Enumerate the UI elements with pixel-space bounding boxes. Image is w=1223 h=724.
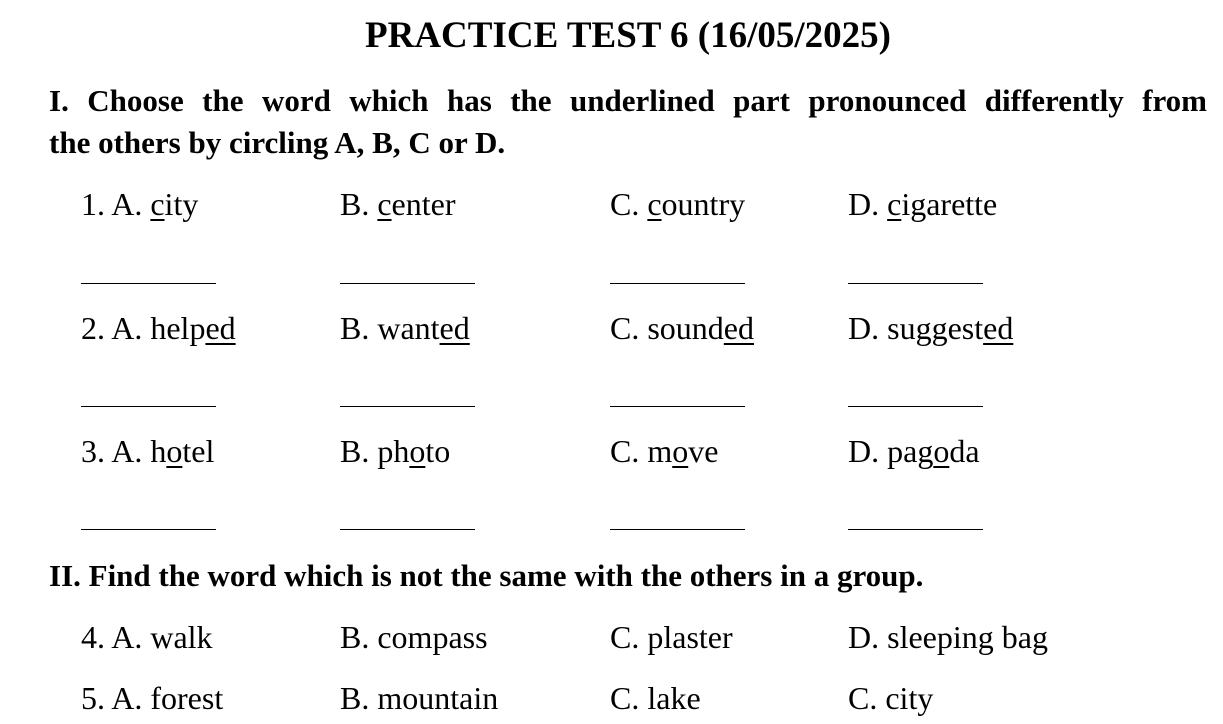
option-a[interactable]: 5. A. forest — [81, 680, 224, 716]
underlined-part: c — [150, 186, 165, 222]
option-text: ph — [377, 433, 410, 469]
section-1-heading-line-1: I. Choose the word which has the underlined part pronounced differently from — [49, 83, 1207, 118]
option-c[interactable]: C. lake — [610, 680, 701, 716]
option-text: ve — [688, 433, 719, 469]
option-a[interactable] — [81, 184, 198, 224]
option-text: enter — [391, 186, 456, 222]
question-row — [0, 431, 1223, 471]
option-text: ountry — [661, 186, 746, 222]
option-d[interactable] — [848, 308, 1013, 348]
option-c[interactable] — [610, 184, 745, 224]
option-prefix: 1. A. — [81, 186, 151, 222]
underlined-part: ed — [205, 310, 236, 346]
underlined-part: o — [672, 433, 689, 469]
section-2-heading: II. Find the word which is not the same with the others in a group. — [49, 558, 924, 593]
answer-blanks — [0, 283, 1223, 287]
option-b[interactable] — [340, 431, 450, 471]
answer-blank[interactable] — [81, 283, 216, 284]
option-text: da — [949, 433, 980, 469]
option-c[interactable] — [610, 431, 718, 471]
option-text: ity — [164, 186, 199, 222]
option-a[interactable] — [81, 308, 236, 348]
option-c[interactable] — [610, 308, 754, 348]
option-text: h — [150, 433, 167, 469]
option-d[interactable]: C. city — [848, 680, 934, 716]
underlined-part: o — [409, 433, 426, 469]
answer-blank[interactable] — [340, 406, 475, 407]
option-prefix: D. — [848, 433, 888, 469]
underlined-part: ed — [723, 310, 754, 346]
option-text: sound — [647, 310, 724, 346]
option-text: igarette — [901, 186, 998, 222]
answer-blank[interactable] — [340, 529, 475, 530]
option-text: pag — [887, 433, 934, 469]
underlined-part: o — [166, 433, 183, 469]
underlined-part: o — [933, 433, 950, 469]
option-prefix: 3. A. — [81, 433, 151, 469]
answer-blanks — [0, 529, 1223, 533]
option-d[interactable]: D. sleeping bag — [848, 619, 1048, 655]
option-prefix: D. — [848, 186, 888, 222]
question-row — [0, 617, 1223, 657]
underlined-part: c — [377, 186, 392, 222]
option-prefix: B. — [340, 186, 378, 222]
option-b[interactable] — [340, 308, 470, 348]
underlined-part: ed — [439, 310, 470, 346]
question-row — [0, 308, 1223, 348]
page-title: PRACTICE TEST 6 (16/05/2025) — [365, 15, 891, 56]
option-d[interactable] — [848, 184, 997, 224]
option-b[interactable] — [340, 184, 456, 224]
option-b[interactable]: B. compass — [340, 619, 488, 655]
option-a[interactable]: 4. A. walk — [81, 619, 213, 655]
answer-blank[interactable] — [81, 529, 216, 530]
question-row — [0, 678, 1223, 718]
answer-blank[interactable] — [610, 406, 745, 407]
answer-blank[interactable] — [610, 283, 745, 284]
option-prefix: C. — [610, 310, 648, 346]
underlined-part: ed — [983, 310, 1014, 346]
option-text: suggest — [887, 310, 984, 346]
answer-blank[interactable] — [848, 406, 983, 407]
section-1-heading-line-2: the others by circling A, B, C or D. — [49, 125, 506, 160]
option-d[interactable] — [848, 431, 980, 471]
option-prefix: C. — [610, 186, 648, 222]
question-row — [0, 184, 1223, 224]
answer-blanks — [0, 406, 1223, 410]
option-b[interactable]: B. mountain — [340, 680, 499, 716]
option-c[interactable]: C. plaster — [610, 619, 733, 655]
option-prefix: B. — [340, 310, 378, 346]
underlined-part: c — [887, 186, 902, 222]
option-prefix: D. — [848, 310, 888, 346]
answer-blank[interactable] — [340, 283, 475, 284]
section-1-heading — [49, 80, 1207, 122]
option-text: want — [377, 310, 440, 346]
option-text: m — [647, 433, 673, 469]
option-prefix: B. — [340, 433, 378, 469]
option-a[interactable] — [81, 431, 214, 471]
option-text: to — [425, 433, 451, 469]
option-prefix: C. — [610, 433, 648, 469]
answer-blank[interactable] — [81, 406, 216, 407]
underlined-part: c — [647, 186, 662, 222]
option-prefix: 2. A. — [81, 310, 151, 346]
answer-blank[interactable] — [848, 283, 983, 284]
option-text: help — [150, 310, 206, 346]
option-text: tel — [182, 433, 215, 469]
answer-blank[interactable] — [848, 529, 983, 530]
answer-blank[interactable] — [610, 529, 745, 530]
